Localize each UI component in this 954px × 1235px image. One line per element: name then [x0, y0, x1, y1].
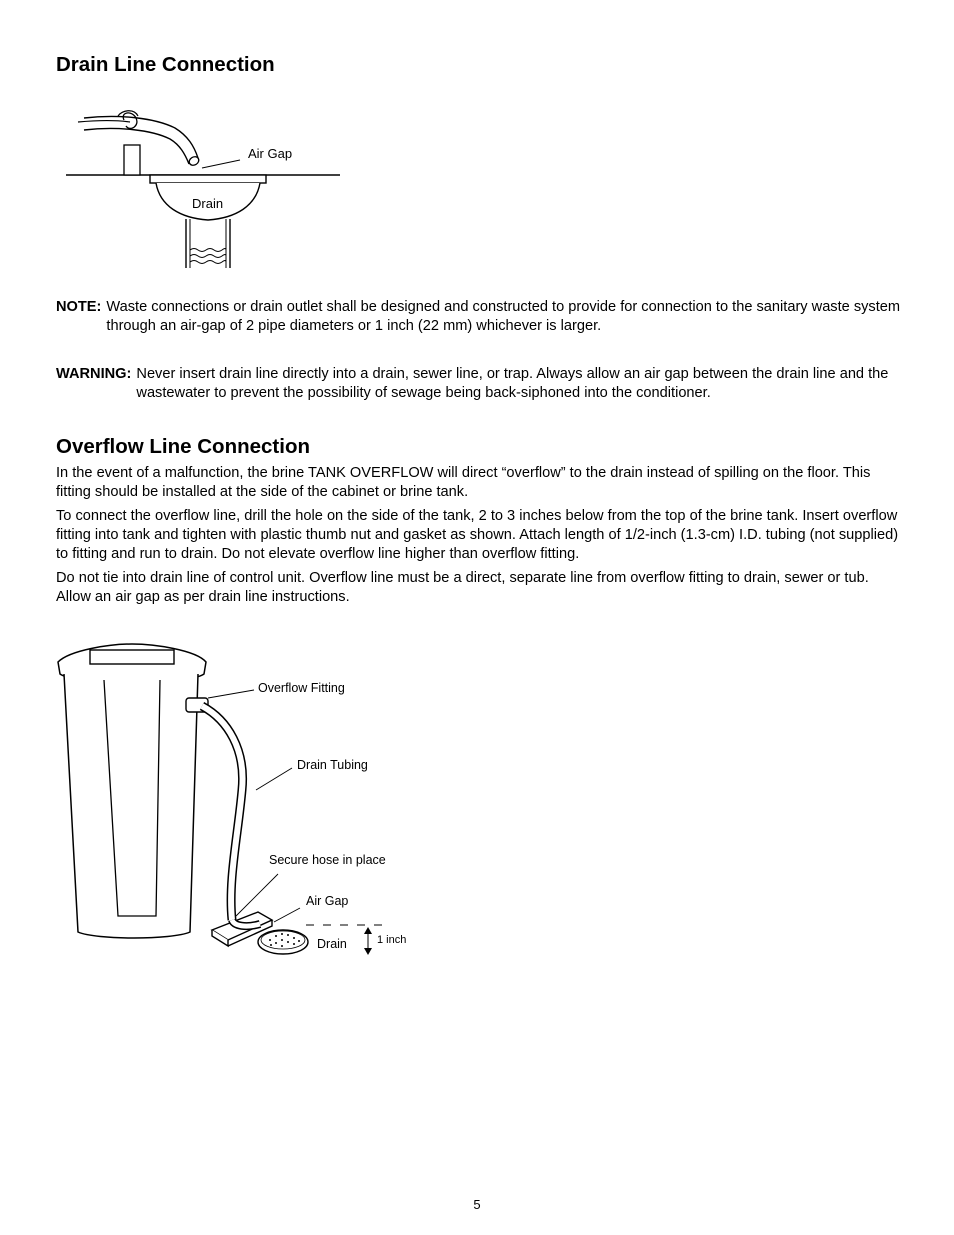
secure-hose-leader — [236, 874, 278, 916]
air-gap-label: Air Gap — [248, 146, 293, 161]
drain-line-connection-heading: Drain Line Connection — [56, 53, 275, 76]
page-number: 5 — [473, 1197, 481, 1212]
drain-tubing-label: Drain Tubing — [297, 758, 368, 772]
overflow-line-connection-heading: Overflow Line Connection — [56, 435, 310, 458]
overflow-fitting-label: Overflow Fitting — [258, 681, 345, 695]
air-gap-leader — [274, 908, 300, 922]
air-gap-leader — [202, 160, 240, 168]
warning-text: Never insert drain line directly into a drain, sewer line, or trap. Always allow an air gap between the drain line and the wastewater to prevent the possibility of sewage being back-siphoned into the conditioner. — [136, 366, 889, 401]
hose-support-post — [124, 145, 140, 175]
overflow-line-figure — [50, 640, 430, 965]
drain-line-figure — [60, 108, 350, 273]
warning-label: WARNING: — [56, 366, 132, 382]
overflow-fitting-leader — [208, 690, 254, 698]
tank-lid-label-slot — [90, 650, 174, 664]
note-text: Waste connections or drain outlet shall be designed and constructed to provide for connection to the sanitary waste system through an air-gap of 2 pipe diameters or 1 inch (22 mm) whichever is larger. — [106, 299, 901, 334]
hose-clamp — [123, 113, 137, 129]
drain-label: Drain — [317, 937, 347, 951]
water-waves — [190, 249, 226, 264]
floor-drain-grate — [258, 930, 308, 954]
overflow-paragraph-3: Do not tie into drain line of control unit. Overflow line must be a direct, separate line from overflow fitting to drain, sewer or tub. Allow an air gap as per drain line instructions. — [56, 570, 869, 605]
hose-end — [188, 155, 201, 167]
drain-label: Drain — [192, 196, 224, 211]
drain-hose-outline-top — [84, 116, 198, 158]
air-gap-label: Air Gap — [306, 894, 349, 908]
overflow-paragraph-1: In the event of a malfunction, the brine TANK OVERFLOW will direct “overflow” to the drain instead of spilling on the floor. This fitting should be installed at the side of the cabinet or brine tank. — [56, 465, 871, 500]
drain-tubing-leader — [256, 768, 292, 790]
one-inch-label: 1 inch — [377, 934, 407, 946]
note-label: NOTE: — [56, 299, 102, 315]
secure-hose-label: Secure hose in place — [269, 853, 386, 867]
warning-block — [56, 365, 901, 403]
overflow-paragraph-2: To connect the overflow line, drill the hole on the side of the tank, 2 to 3 inches below from the top of the brine tank. Insert overflow fitting into tank and tighten with plastic thumb nut and gasket as shown. Attach length of 1/2-inch (1.3-cm) I.D. tubing (not supplied) to fitting and run to drain. Do not elevate overflow line higher than overflow fitting. — [56, 508, 899, 562]
drain-rim — [150, 175, 266, 183]
note-block — [56, 298, 901, 336]
